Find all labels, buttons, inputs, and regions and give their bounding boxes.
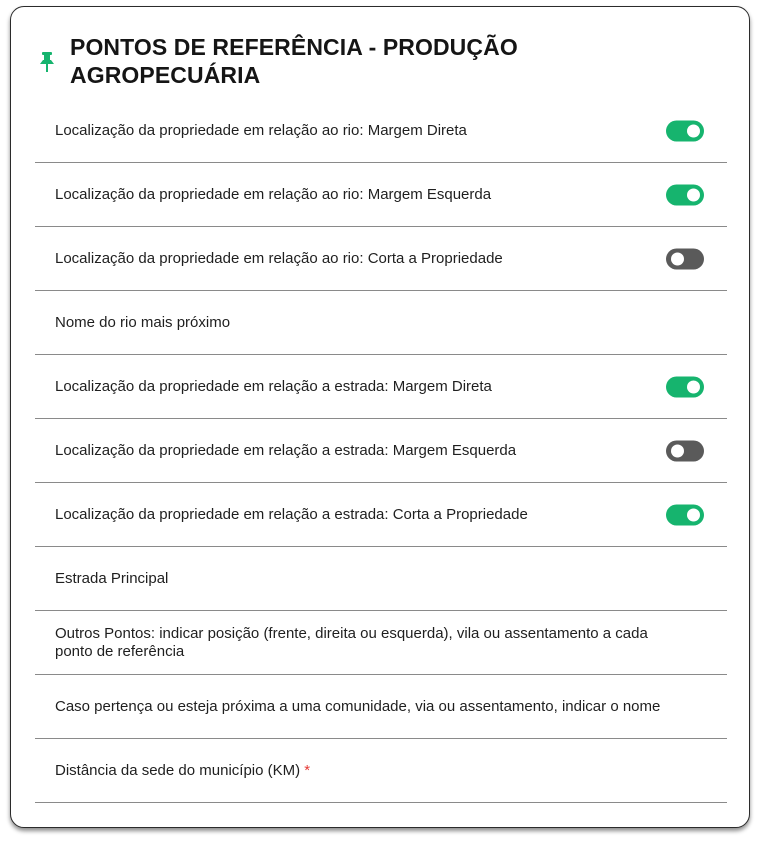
- field-label: [55, 698, 675, 716]
- field-row[interactable]: [35, 611, 727, 675]
- field-label: [55, 442, 675, 460]
- field-row: [35, 483, 727, 547]
- field-row: [35, 227, 727, 291]
- field-row[interactable]: [35, 739, 727, 803]
- pin-icon: [39, 51, 55, 73]
- field-label-text: Distância da sede do município (KM): [55, 761, 301, 779]
- field-row: [35, 419, 727, 483]
- reference-points-card: [10, 6, 750, 828]
- toggle-switch[interactable]: [666, 248, 704, 269]
- toggle-switch[interactable]: [666, 440, 704, 461]
- toggle-knob: [687, 380, 700, 393]
- field-label: [55, 186, 675, 204]
- field-row: [35, 99, 727, 163]
- field-label: [55, 122, 675, 140]
- field-label: [55, 625, 675, 661]
- field-row[interactable]: [35, 675, 727, 739]
- field-label-text: Nome do rio mais próximo: [55, 313, 231, 331]
- field-label: [55, 762, 675, 780]
- field-label-text: Estrada Principal: [55, 569, 169, 587]
- field-row: [35, 163, 727, 227]
- field-label-text: Caso pertença ou esteja próxima a uma comunidade, via ou assentamento, indicar o nome: [55, 697, 661, 715]
- field-label-text: Localização da propriedade em relação a estrada: Corta a Propriedade: [55, 505, 528, 523]
- toggle-knob: [687, 188, 700, 201]
- toggle-knob: [687, 508, 700, 521]
- field-row[interactable]: [35, 291, 727, 355]
- field-label: [55, 314, 675, 332]
- toggle-switch[interactable]: [666, 504, 704, 525]
- toggle-switch[interactable]: [666, 120, 704, 141]
- field-label-text: Localização da propriedade em relação ao rio: Margem Direta: [55, 121, 467, 139]
- field-label-text: Outros Pontos: indicar posição (frente, direita ou esquerda), vila ou assentamento a cada ponto de referência: [55, 624, 648, 660]
- field-list: [35, 99, 727, 803]
- field-label: [55, 250, 675, 268]
- toggle-knob: [671, 444, 684, 457]
- field-label-text: Localização da propriedade em relação a estrada: Margem Direta: [55, 377, 492, 395]
- field-label: [55, 378, 675, 396]
- toggle-switch[interactable]: [666, 376, 704, 397]
- toggle-switch[interactable]: [666, 184, 704, 205]
- field-row: [35, 355, 727, 419]
- required-asterisk: *: [304, 761, 311, 779]
- field-label-text: Localização da propriedade em relação ao rio: Corta a Propriedade: [55, 249, 503, 267]
- field-label-text: Localização da propriedade em relação ao rio: Margem Esquerda: [55, 185, 492, 203]
- field-row[interactable]: [35, 547, 727, 611]
- field-label-text: Localização da propriedade em relação a estrada: Margem Esquerda: [55, 441, 517, 459]
- card-title: PONTOS DE REFERÊNCIA - PRODUÇÃO AGROPECUÁRIA: [70, 34, 518, 88]
- field-label: [55, 570, 675, 588]
- field-label: [55, 506, 675, 524]
- toggle-knob: [671, 252, 684, 265]
- toggle-knob: [687, 124, 700, 137]
